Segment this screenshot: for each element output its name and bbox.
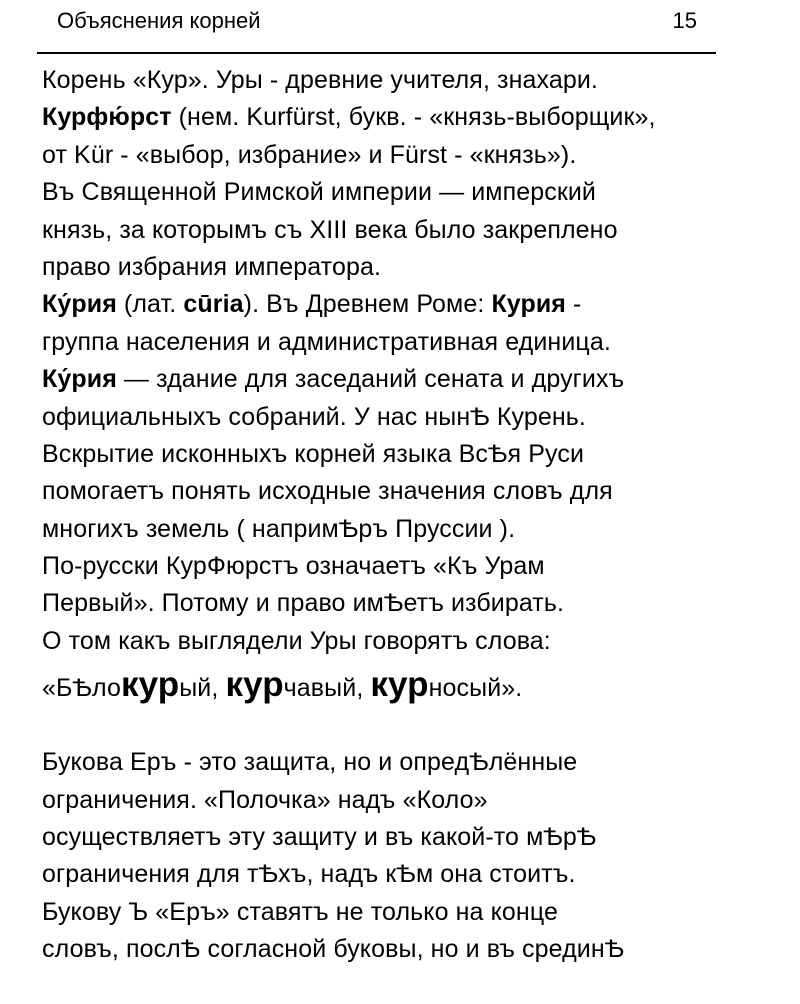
text-line [42,99,792,136]
page-header [57,6,697,36]
text-line [42,661,792,708]
text-line [42,62,792,99]
text-run: помогаетъ понять исходные значения словъ для [42,477,613,506]
text-run: - [566,290,582,319]
text-run: ). Въ Древнем Роме: [243,290,492,319]
text-line [42,174,792,211]
text-run: «БѢло [42,674,122,703]
text-line [42,137,792,174]
text-run: носый». [428,674,523,703]
text-run: По-русски КурФюрстъ означаетъ «Къ Урам [42,552,545,581]
text-run: ый, [179,674,226,703]
text-line [42,548,792,585]
emphasized-root: кур [121,665,180,705]
bold-term: Курия [491,290,566,319]
bold-term: Ку́рия [42,365,117,394]
text-line [42,623,792,660]
text-run: ограничения для тѢхъ, надъ кѢм она стоитъ. [42,860,576,889]
bold-term: Ку́рия [42,290,117,319]
emphasized-root: кур [225,665,284,705]
text-line [42,511,792,548]
text-line [42,931,792,968]
text-run: О том какъ выглядели Уры говорятъ слова: [42,626,551,655]
text-line [42,399,792,436]
text-run: (нем. Kurfürst, букв. - «князь-выборщик», [171,103,656,132]
text-run: официальныхъ собраний. У нас нынѢ Курень. [42,402,586,431]
text-line [42,361,792,398]
text-run: от Kür - «выбор, избрание» и Fürst - «князь»). [42,140,577,169]
text-run: Первый». Потому и право имѢетъ избирать. [42,589,565,618]
text-run: группа населения и административная единица. [42,327,611,356]
text-run: Корень «Кур». Уры - древние учителя, знахари. [42,66,598,94]
text-run: осуществляетъ эту защиту и въ какой-то мѢрѢ [42,823,597,852]
text-run: право избрания императора. [42,252,382,281]
text-line [42,744,792,781]
text-run: многихъ земель ( напримѢръ Пруссии ). [42,514,516,543]
text-run: князь, за которымъ съ XIII века было закреплено [42,215,618,244]
text-run: Букову Ъ «Еръ» ставятъ не только на конце [42,897,558,926]
text-line [42,212,792,249]
bold-term: cūria [183,290,244,319]
page-number: 15 [672,8,697,33]
text-run: чавый, [283,674,371,703]
header-rule [37,52,716,54]
text-line [42,324,792,361]
text-line [42,286,792,323]
text-line [42,249,792,286]
text-run: ограничения. «Полочка» надъ «Коло» [42,785,488,814]
text-line [42,473,792,510]
text-line [42,782,792,819]
text-run: Букова Еръ - это защита, но и опредѢлённые [42,748,578,777]
running-title: Объяснения корней [57,8,261,33]
emphasized-root: кур [370,665,429,705]
text-line [42,436,792,473]
body-text [42,62,792,969]
text-run: (лат. [116,290,184,319]
blank-line [42,708,792,744]
text-line [42,585,792,622]
text-run: словъ, послѢ согласной буковы, но и въ срединѢ [42,935,625,964]
text-run: — здание для заседаний сената и другихъ [116,365,625,394]
bold-term: Курфю́рст [42,103,172,132]
text-run: Въ Священной Римской империи — имперский [42,178,596,207]
text-line [42,819,792,856]
text-line [42,856,792,893]
text-line [42,894,792,931]
text-run: Вскрытие исконныхъ корней языка ВсѢя Руси [42,439,585,468]
